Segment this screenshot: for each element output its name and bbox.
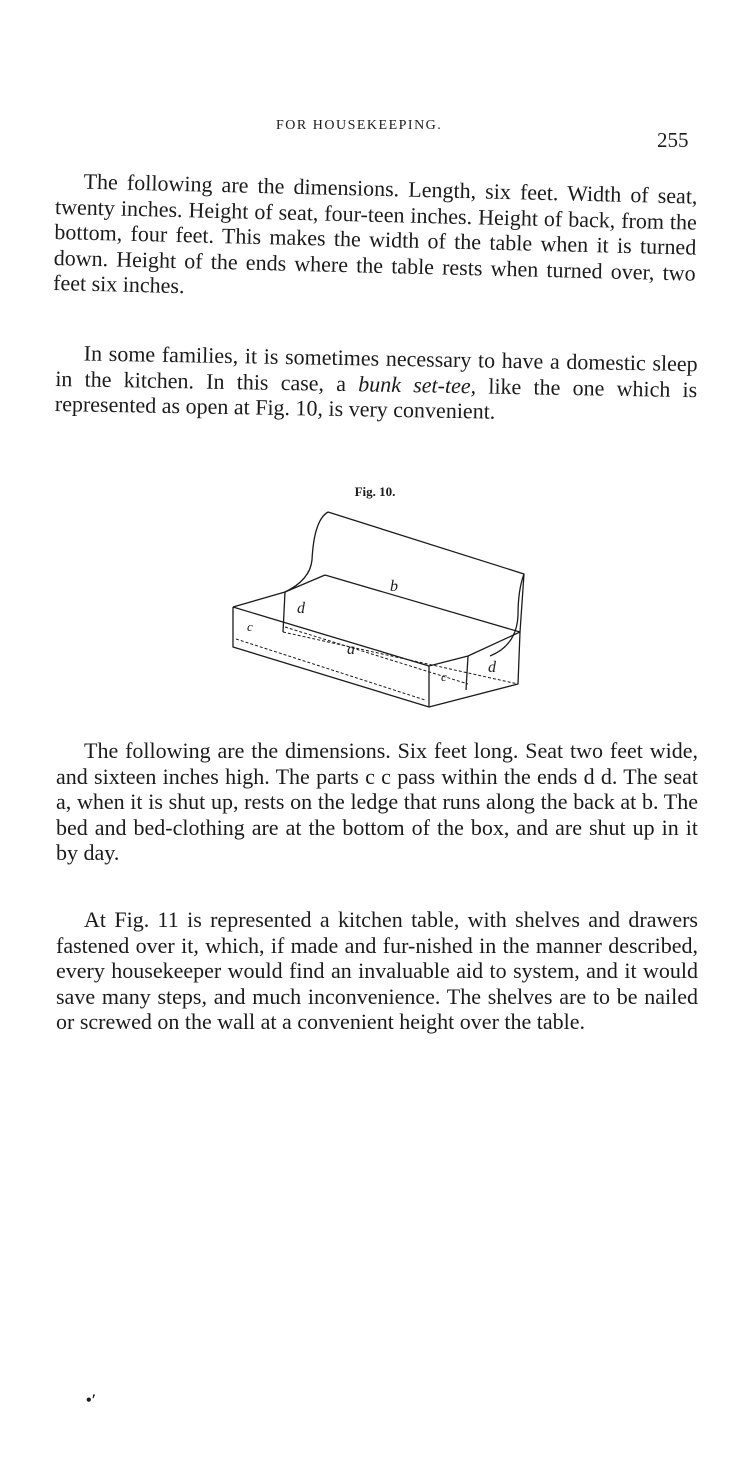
stray-ink-mark: •′ [86, 1392, 97, 1409]
paragraph-dimensions-bunk [56, 738, 698, 866]
paragraph-text: At Fig. 11 is represented a kitchen table, with shelves and drawers fastened over it, which, if made and fur-nished in the manner described, every housekeeper would find an invaluable aid to system, and it would save many steps, and much inconvenience. The shelves are to be nailed or screwed on the wall at a convenient height over the table. [56, 907, 698, 1034]
left-end-profile [285, 512, 328, 592]
paragraph-text-start: In some families, it is sometimes necessary to have a domestic sleep in the kitchen. In this case, a [55, 340, 698, 396]
label-d-right: d [488, 659, 496, 676]
label-c-right: c [441, 669, 447, 684]
running-head: FOR HOUSEKEEPING. [276, 118, 443, 133]
settee-back-panel [325, 512, 524, 632]
paragraph-text: The following are the dimensions. Six feet long. Seat two feet wide, and sixteen inches high. The parts c c pass within the ends d d. The seat a, when it is shut up, rests on the ledge that runs along the back at b. The bed and bed-clothing are at the bottom of the box, and are shut up in it by day. [56, 738, 698, 865]
seat-front-edge [233, 607, 520, 666]
label-b: b [390, 578, 398, 595]
label-a: a [347, 641, 355, 658]
italic-term: bunk set-tee, [358, 370, 477, 398]
page-number: 255 [657, 128, 689, 152]
figure-caption: Fig. 10. [354, 484, 396, 499]
paragraph-text-end: like the one which is represented as open at Fig. 10, is very convenient. [54, 372, 698, 424]
label-c-left: c [247, 619, 253, 634]
paragraph-text: The following are the dimensions. Length, six feet. Width of seat, twenty inches. Height of seat, four-teen inches. Height of back, from the bottom, four feet. This makes the width of the table when it is turned down. Height of the ends where the table rests when turned over, two feet six inches. [52, 168, 698, 299]
hidden-seat-line-lower [236, 639, 425, 700]
paragraph-kitchen-table [56, 907, 698, 1035]
bunk-settee-figure [0, 0, 750, 720]
label-d-left: d [297, 600, 305, 617]
